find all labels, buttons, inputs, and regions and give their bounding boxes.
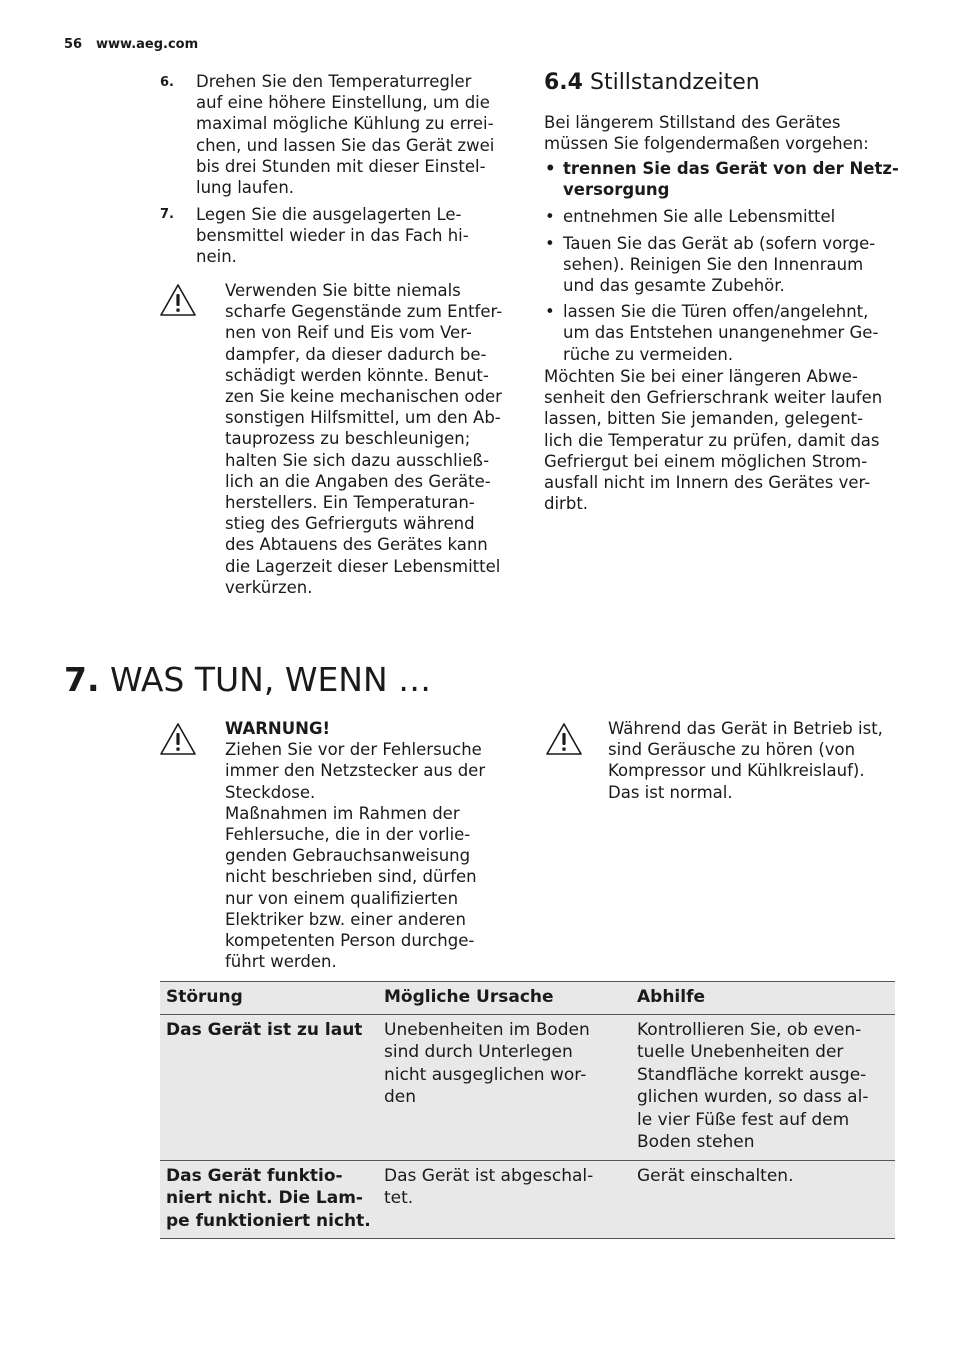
text-line: halten Sie sich dazu ausschließ-: [225, 450, 490, 470]
text-line: Bei längerem Stillstand des Gerätes: [544, 113, 841, 132]
table-row: [160, 1014, 895, 1160]
text-line: auf eine höhere Einstellung, um die: [196, 93, 490, 113]
text-line: die Lagerzeit dieser Lebensmittel: [225, 556, 501, 576]
column-header: Störung: [160, 982, 378, 1015]
column-header: Mögliche Ursache: [378, 982, 631, 1015]
text-line: sind durch Unterlegen: [384, 1042, 573, 1062]
text-line: Standfläche korrekt ausge-: [637, 1064, 867, 1085]
text-line: bensmittel wieder in das Fach hi-: [196, 226, 469, 246]
header-url: www.aeg.com: [96, 37, 199, 52]
warning-triangle-icon: [159, 283, 197, 317]
text-line: Drehen Sie den Temperaturregler: [196, 72, 472, 91]
text-line: dirbt.: [544, 494, 589, 514]
text-line: • lassen Sie die Türen offen/angelehnt,: [563, 302, 869, 322]
text-line: niert nicht. Die Lam-: [166, 1188, 363, 1208]
step-number-7: 7.: [160, 207, 174, 222]
text-line: Das Gerät funktio-: [166, 1165, 343, 1186]
text-line: Kompressor und Kühlkreislauf).: [608, 761, 865, 781]
text-line: kompetenten Person durchge-: [225, 931, 475, 951]
text-line: Möchten Sie bei einer längeren Abwe-: [544, 367, 858, 386]
text-line: Während das Gerät in Betrieb ist,: [608, 719, 883, 738]
text-line: schädigt werden könnte. Benut-: [225, 365, 489, 385]
warning-triangle-icon: [545, 722, 583, 756]
text-line: den: [384, 1087, 417, 1107]
step-7-text: [196, 204, 516, 268]
text-line: bis drei Stunden mit dieser Einstel-: [196, 156, 486, 176]
text-line: verkürzen.: [225, 577, 313, 597]
text-line: Fehlersuche, die in der vorlie-: [225, 825, 471, 845]
column-header: Abhilfe: [631, 982, 895, 1015]
text-line: scharfe Gegenstände zum Entfer-: [225, 302, 503, 322]
text-line: um das Entstehen unangenehmer Ge-: [563, 323, 879, 343]
text-line: und das gesamte Zubehör.: [563, 276, 785, 296]
text-line: sehen). Reinigen Sie den Innenraum: [563, 254, 864, 274]
note-text: [608, 718, 908, 803]
text-line: tet.: [384, 1188, 414, 1208]
text-line: immer den Netzstecker aus der: [225, 761, 486, 781]
text-line: lich die Temperatur zu prüfen, damit das: [544, 430, 880, 450]
text-line: des Abtauens des Gerätes kann: [225, 535, 488, 555]
remedy-cell: [631, 1160, 895, 1238]
table-row: [160, 1160, 895, 1238]
text-line: Elektriker bzw. einer anderen: [225, 909, 466, 929]
warning-heading: WARNUNG!: [225, 719, 331, 738]
section-number: 6.4: [544, 70, 583, 95]
cause-cell: [378, 1014, 631, 1160]
text-line: führt werden.: [225, 952, 337, 972]
text-line: Das Gerät ist abgeschal-: [384, 1165, 594, 1186]
text-line: nein.: [196, 247, 237, 267]
section-closing-paragraph: [544, 366, 904, 514]
text-line: lassen, bitten Sie jemanden, gelegent-: [544, 409, 864, 429]
list-item: [544, 206, 904, 227]
chapter-heading: [64, 661, 431, 699]
warning-triangle-icon: [159, 722, 197, 756]
chapter-title: WAS TUN, WENN …: [110, 660, 432, 699]
text-line: • trennen Sie das Gerät von der Netz-: [563, 159, 899, 178]
caution-text: [225, 280, 520, 598]
text-line: tuelle Unebenheiten der: [637, 1042, 844, 1062]
text-line: rüche zu vermeiden.: [563, 344, 734, 364]
text-line: Steckdose.: [225, 782, 316, 802]
text-line: nur von einem qualifizierten: [225, 888, 459, 908]
remedy-cell: [631, 1014, 895, 1160]
problem-cell: [160, 1160, 378, 1238]
text-line: Das ist normal.: [608, 782, 733, 802]
text-line: ausfall nicht im Innern des Gerätes ver-: [544, 473, 871, 493]
text-line: Verwenden Sie bitte niemals: [225, 281, 461, 300]
text-line: stieg des Gefrierguts während: [225, 514, 475, 534]
text-line: • entnehmen Sie alle Lebensmittel: [563, 207, 836, 227]
text-line: sind Geräusche zu hören (von: [608, 740, 856, 760]
section-title: Stillstandzeiten: [589, 70, 760, 95]
text-line: nen von Reif und Eis vom Ver-: [225, 323, 472, 343]
chapter-number: 7.: [64, 660, 100, 699]
problem-cell: [160, 1014, 378, 1160]
step-6-text: [196, 71, 516, 198]
text-line: nicht beschrieben sind, dürfen: [225, 867, 477, 887]
table-header-row: [160, 982, 895, 1015]
text-line: Das Gerät ist zu laut: [166, 1019, 363, 1040]
text-line: senheit den Gefrierschrank weiter laufen: [544, 388, 883, 408]
text-line: lung laufen.: [196, 178, 295, 198]
text-line: pe funktioniert nicht.: [166, 1210, 371, 1231]
warning-text: [225, 718, 520, 972]
list-item: [544, 233, 904, 297]
step-number-6: 6.: [160, 75, 174, 90]
list-item: [544, 158, 904, 200]
text-line: le vier Füße fest auf dem: [637, 1109, 850, 1130]
text-line: tauprozess zu beschleunigen;: [225, 429, 471, 449]
text-line: Boden stehen: [637, 1132, 755, 1152]
text-line: sonstigen Hilfsmittel, um den Ab-: [225, 408, 501, 428]
list-item: [544, 301, 904, 365]
text-line: dampfer, da dieser dadurch be-: [225, 344, 487, 364]
page-number: 56: [64, 37, 83, 52]
text-line: Gerät einschalten.: [637, 1165, 794, 1186]
text-line: lich an die Angaben des Geräte-: [225, 471, 491, 491]
text-line: maximal mögliche Kühlung zu errei-: [196, 114, 494, 134]
troubleshooting-table: [160, 981, 895, 1239]
text-line: nicht ausgeglichen wor-: [384, 1064, 587, 1085]
text-line: Gefriergut bei einem möglichen Strom-: [544, 451, 868, 471]
text-line: herstellers. Ein Temperaturan-: [225, 493, 475, 513]
text-line: Ziehen Sie vor der Fehlersuche: [225, 740, 482, 760]
section-intro: [544, 112, 904, 154]
text-line: Kontrollieren Sie, ob even-: [637, 1019, 862, 1040]
cause-cell: [378, 1160, 631, 1238]
text-line: Legen Sie die ausgelagerten Le-: [196, 205, 462, 224]
bullet-list: [544, 158, 904, 365]
text-line: Unebenheiten im Boden: [384, 1019, 590, 1040]
text-line: Maßnahmen im Rahmen der: [225, 803, 460, 823]
text-line: genden Gebrauchsanweisung: [225, 846, 471, 866]
text-line: chen, und lassen Sie das Gerät zwei: [196, 135, 495, 155]
text-line: • Tauen Sie das Gerät ab (sofern vorge-: [563, 233, 876, 253]
text-line: glichen wurden, so dass al-: [637, 1087, 869, 1107]
section-heading: [544, 70, 760, 95]
text-line: versorgung: [563, 180, 670, 200]
text-line: zen Sie keine mechanischen oder: [225, 387, 502, 407]
text-line: müssen Sie folgendermaßen vorgehen:: [544, 134, 869, 154]
